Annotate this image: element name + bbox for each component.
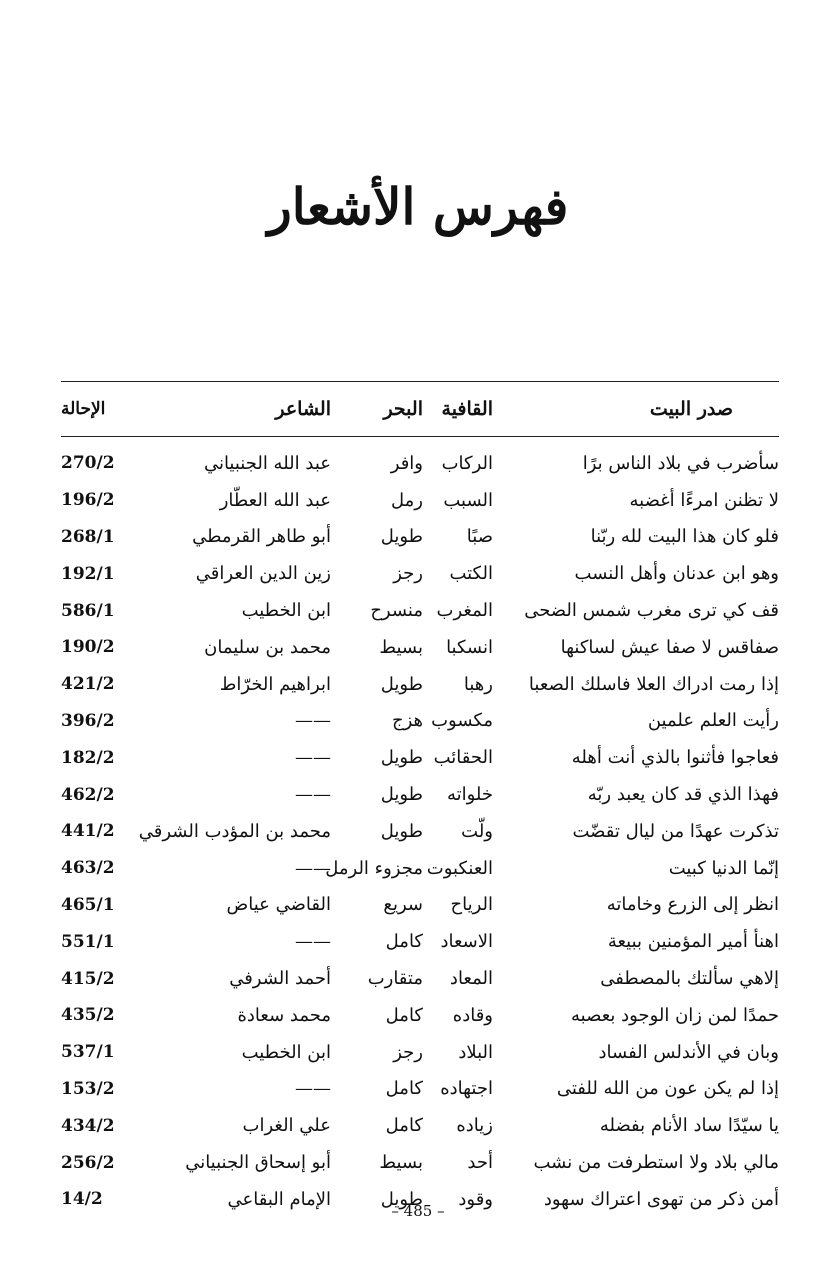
- header-poet: الشاعر: [148, 382, 355, 437]
- poet-cell: أحمد الشرفي: [229, 968, 331, 990]
- meter-cell: رجز: [393, 1041, 423, 1063]
- table-row: [61, 666, 779, 703]
- meter-cell: منسرح: [370, 600, 423, 622]
- table-row: [61, 850, 779, 887]
- poet-cell: ابن الخطيب: [241, 1041, 331, 1063]
- reference-cell: 415/2: [61, 968, 115, 989]
- poetry-index-table: [61, 381, 779, 1218]
- reference-cell: 190/2: [61, 637, 115, 658]
- verse-cell: رأيت العلم علمين: [647, 710, 779, 732]
- verse-cell: تذكرت عهدًا من ليال تقضّت: [572, 820, 779, 842]
- meter-cell: طويل: [380, 1188, 423, 1210]
- table-row: [61, 739, 779, 776]
- rhyme-cell: أحد: [467, 1152, 493, 1174]
- rhyme-cell: اجتهاده: [440, 1078, 493, 1100]
- verse-cell: إذا رمت ادراك العلا فاسلك الصعبا: [528, 673, 779, 695]
- verse-cell: وبان في الأندلس الفساد: [598, 1041, 779, 1063]
- table-row: [61, 1144, 779, 1181]
- header-row: [61, 382, 779, 437]
- table-header: [61, 382, 779, 437]
- rhyme-cell: الرياح: [450, 894, 493, 916]
- header-verse: صدر البيت: [503, 382, 779, 437]
- rhyme-cell: السبب: [443, 489, 493, 511]
- reference-cell: 586/1: [61, 600, 115, 621]
- table-row: [61, 1034, 779, 1071]
- table-row: [61, 1107, 779, 1144]
- reference-cell: 551/1: [61, 931, 115, 952]
- table-row: [61, 703, 779, 740]
- meter-cell: رمل: [391, 489, 423, 511]
- verse-cell: صفاقس لا صفا عيش لساكنها: [560, 636, 779, 658]
- verse-cell: فعاجوا فأثنوا بالذي أنت أهله: [571, 747, 779, 769]
- poet-cell: ابن الخطيب: [241, 600, 331, 622]
- rhyme-cell: الحقائب: [433, 747, 493, 769]
- poet-cell: ——: [295, 931, 331, 953]
- rhyme-cell: العنكبوت: [426, 857, 493, 879]
- poet-cell: ——: [295, 784, 331, 806]
- reference-cell: 14/2: [61, 1189, 103, 1210]
- rhyme-cell: الكتب: [449, 563, 493, 585]
- meter-cell: كامل: [385, 931, 423, 953]
- verse-cell: أمن ذكر من تهوى اعتراك سهود: [543, 1188, 779, 1210]
- table-row: [61, 776, 779, 813]
- meter-cell: هزج: [391, 710, 423, 732]
- meter-cell: طويل: [380, 784, 423, 806]
- verse-cell: مالي بلاد ولا استطرفت من نشب: [533, 1152, 779, 1174]
- verse-cell: اهنأ أمير المؤمنين ببيعة: [607, 931, 779, 953]
- meter-cell: كامل: [385, 1115, 423, 1137]
- rhyme-cell: الركاب: [441, 452, 493, 474]
- poet-cell: أبو إسحاق الجنبياني: [185, 1152, 331, 1174]
- table-row: [61, 813, 779, 850]
- rhyme-cell: المعاد: [449, 968, 493, 990]
- table-body: [61, 437, 779, 1218]
- reference-cell: 270/2: [61, 453, 115, 474]
- verse-cell: إنّما الدنيا كبيت: [668, 857, 779, 879]
- rhyme-cell: الاسعاد: [440, 931, 493, 953]
- table-row: [61, 629, 779, 666]
- table-row: [61, 1071, 779, 1108]
- reference-cell: 192/1: [61, 563, 115, 584]
- reference-cell: 268/1: [61, 526, 115, 547]
- poet-cell: ——: [295, 710, 331, 732]
- poet-cell: محمد سعادة: [237, 1004, 331, 1026]
- reference-cell: 396/2: [61, 710, 115, 731]
- header-reference: الإحالة: [61, 382, 148, 437]
- poet-cell: محمد بن سليمان: [204, 636, 331, 658]
- rhyme-cell: مكسوب: [431, 710, 493, 732]
- rhyme-cell: انسكبا: [446, 636, 493, 658]
- verse-cell: انظر إلى الزرع وخاماته: [606, 894, 779, 916]
- rhyme-cell: خلواته: [446, 784, 493, 806]
- table-row: [61, 437, 779, 482]
- reference-cell: 196/2: [61, 490, 115, 511]
- meter-cell: مجزوء الرمل: [325, 857, 423, 879]
- verse-cell: يا سيّدًا ساد الأنام بفضله: [599, 1115, 779, 1137]
- reference-cell: 463/2: [61, 858, 115, 879]
- verse-cell: وهو ابن عدنان وأهل النسب: [574, 563, 779, 585]
- poet-cell: ——: [295, 747, 331, 769]
- meter-cell: بسيط: [379, 1152, 423, 1174]
- reference-cell: 435/2: [61, 1005, 115, 1026]
- meter-cell: طويل: [380, 526, 423, 548]
- meter-cell: بسيط: [379, 636, 423, 658]
- table-row: [61, 997, 779, 1034]
- page-title: فهرس الأشعار: [267, 177, 569, 236]
- poet-cell: ابراهيم الخرّاط: [219, 673, 331, 695]
- meter-cell: طويل: [380, 673, 423, 695]
- meter-cell: كامل: [385, 1004, 423, 1026]
- rhyme-cell: وقود: [458, 1188, 493, 1210]
- rhyme-cell: المغرب: [436, 600, 493, 622]
- header-rhyme: القافية: [429, 382, 503, 437]
- poet-cell: عبد الله العطّار: [219, 489, 331, 511]
- table-row: [61, 519, 779, 556]
- table-row: [61, 923, 779, 960]
- reference-cell: 421/2: [61, 674, 115, 695]
- rhyme-cell: البلاد: [458, 1041, 493, 1063]
- verse-cell: فهذا الذي قد كان يعبد ربّه: [587, 784, 779, 806]
- meter-cell: طويل: [380, 747, 423, 769]
- table-row: [61, 555, 779, 592]
- poet-cell: علي الغراب: [242, 1115, 331, 1137]
- rhyme-cell: رهبا: [463, 673, 493, 695]
- poet-cell: عبد الله الجنبياني: [203, 452, 331, 474]
- table-row: [61, 960, 779, 997]
- table-row: [61, 887, 779, 924]
- header-meter: البحر: [355, 382, 429, 437]
- poet-cell: ——: [295, 1078, 331, 1100]
- meter-cell: رجز: [393, 563, 423, 585]
- poet-cell: زين الدين العراقي: [195, 563, 331, 585]
- verse-cell: إذا لم يكن عون من الله للفتى: [556, 1078, 779, 1100]
- meter-cell: متقارب: [367, 968, 423, 990]
- rhyme-cell: ولّت: [461, 820, 493, 842]
- rhyme-cell: وقاده: [452, 1004, 493, 1026]
- reference-cell: 462/2: [61, 784, 115, 805]
- reference-cell: 153/2: [61, 1078, 115, 1099]
- reference-cell: 256/2: [61, 1152, 115, 1173]
- verse-cell: إلاهي سألتك بالمصطفى: [600, 968, 779, 990]
- poet-cell: أبو طاهر القرمطي: [192, 526, 331, 548]
- verse-cell: سأضرب في بلاد الناس برًا: [582, 452, 779, 474]
- table-row: [61, 592, 779, 629]
- verse-cell: فلو كان هذا البيت لله ربّنا: [590, 526, 779, 548]
- poet-cell: ——: [295, 857, 331, 879]
- page-number: – 485 –: [391, 1202, 445, 1220]
- reference-cell: 537/1: [61, 1042, 115, 1063]
- rhyme-cell: صبًا: [466, 526, 493, 548]
- poet-cell: القاضي عياض: [226, 894, 331, 916]
- reference-cell: 434/2: [61, 1115, 115, 1136]
- meter-cell: كامل: [385, 1078, 423, 1100]
- table-row: [61, 482, 779, 519]
- meter-cell: وافر: [390, 452, 423, 474]
- rhyme-cell: زياده: [456, 1115, 493, 1137]
- meter-cell: سريع: [383, 894, 423, 916]
- verse-cell: لا تظنن امرءًا أغضبه: [629, 489, 779, 511]
- verse-cell: قف كي ترى مغرب شمس الضحى: [524, 600, 779, 622]
- reference-cell: 465/1: [61, 894, 115, 915]
- poet-cell: الإمام البقاعي: [227, 1188, 331, 1210]
- reference-cell: 182/2: [61, 747, 115, 768]
- meter-cell: طويل: [380, 820, 423, 842]
- poet-cell: محمد بن المؤدب الشرقي: [138, 820, 331, 842]
- reference-cell: 441/2: [61, 821, 115, 842]
- verse-cell: حمدًا لمن زان الوجود بعصبه: [571, 1004, 779, 1026]
